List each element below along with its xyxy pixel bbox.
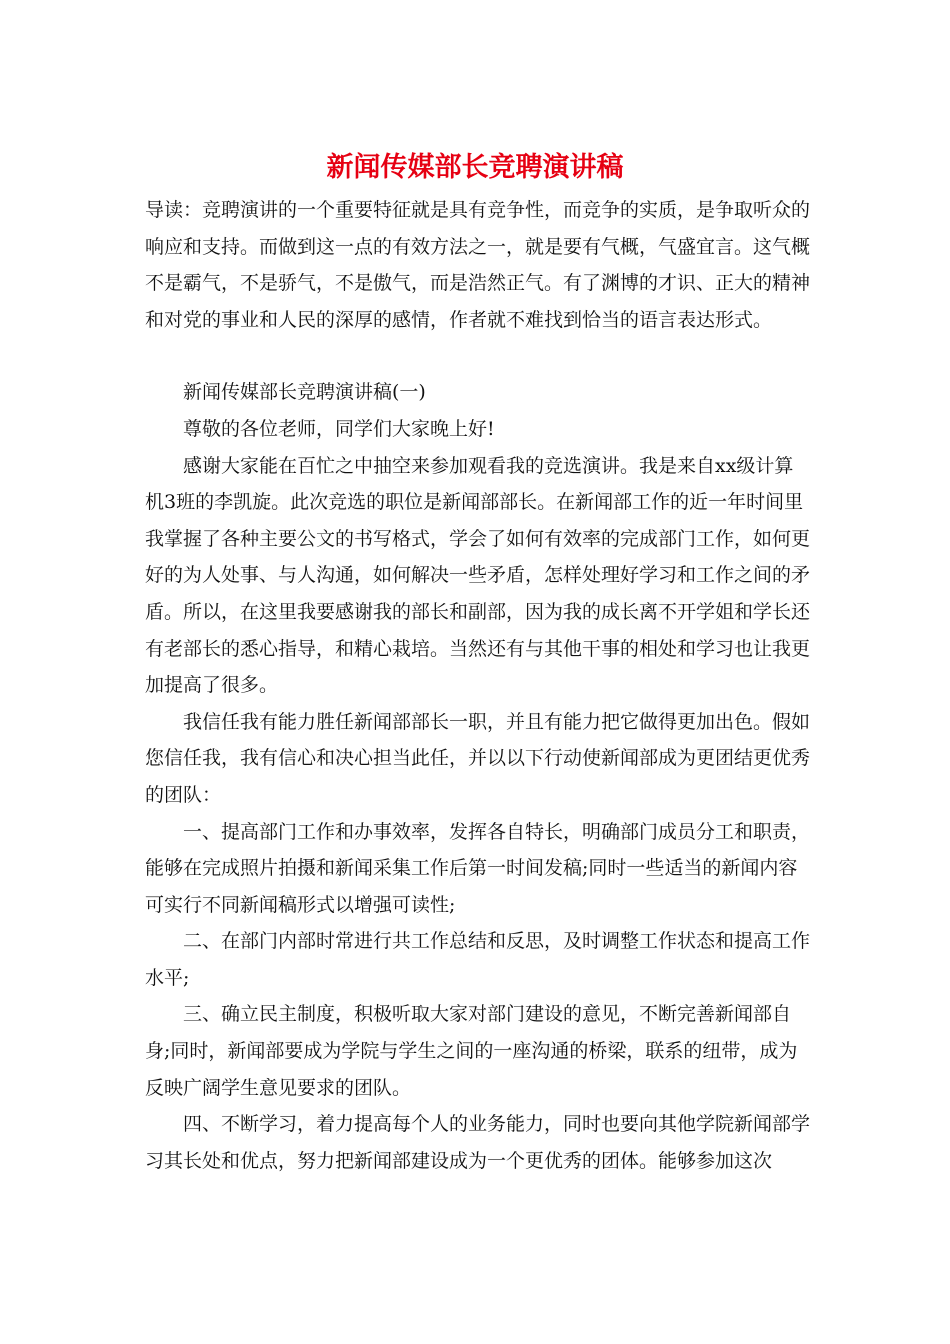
body-paragraph: 我信任我有能力胜任新闻部部长一职，并且有能力把它做得更加出色。假如您信任我，我有信心和决心担当此任，并以以下行动使新闻部成为更团结更优秀的团队： (145, 710, 811, 806)
list-item-4: 四、不断学习，着力提高每个人的业务能力，同时也要向其他学院新闻部学习其长处和优点，努力把新闻部建设成为一个更优秀的团体。能够参加这次 (145, 1113, 811, 1172)
list-item-1: 一、提高部门工作和办事效率，发挥各自特长，明确部门成员分工和职责，能够在完成照片拍摄和新闻采集工作后第一时间发稿;同时一些适当的新闻内容可实行不同新闻稿形式以增强可读性; (145, 820, 811, 916)
section-title: 新闻传媒部长竞聘演讲稿(一) (183, 381, 426, 404)
document-title: 新闻传媒部长竞聘演讲稿 (326, 152, 624, 183)
greeting-paragraph: 尊敬的各位老师，同学们大家晚上好! (183, 417, 495, 440)
body-paragraph: 感谢大家能在百忙之中抽空来参加观看我的竞选演讲。我是来自xx级计算机3班的李凯旋。此次竞选的职位是新闻部部长。在新闻部工作的近一年时间里我掌握了各种主要公文的书写格式，学会了如何有效率的完成部门工作，如何更好的为人处事、与人沟通，如何解决一些矛盾，怎样处理好学习和工作之间的矛盾。所以，在这里我要感谢我的部长和副部，因为我的成长离不开学姐和学长还有老部长的悉心指导，和精心栽培。当然还有与其他干事的相处和学习也让我更加提高了很多。 (145, 454, 811, 697)
list-item-2: 二、在部门内部时常进行共工作总结和反思，及时调整工作状态和提高工作水平; (145, 930, 811, 989)
document-body (145, 192, 810, 1179)
intro-paragraph: 导读：竞聘演讲的一个重要特征就是具有竞争性，而竞争的实质，是争取听众的响应和支持。而做到这一点的有效方法之一，就是要有气概，气盛宜言。这气概不是霸气，不是骄气，不是傲气，而是浩然正气。有了渊博的才识、正大的精神和对党的事业和人民的深厚的感情，作者就不难找到恰当的语言表达形式。 (145, 199, 811, 331)
list-item-3: 三、确立民主制度，积极听取大家对部门建设的意见，不断完善新闻部自身;同时，新闻部要成为学院与学生之间的一座沟通的桥梁，联系的纽带，成为反映广阔学生意见要求的团队。 (145, 1003, 798, 1099)
paragraph-gap (145, 338, 810, 374)
